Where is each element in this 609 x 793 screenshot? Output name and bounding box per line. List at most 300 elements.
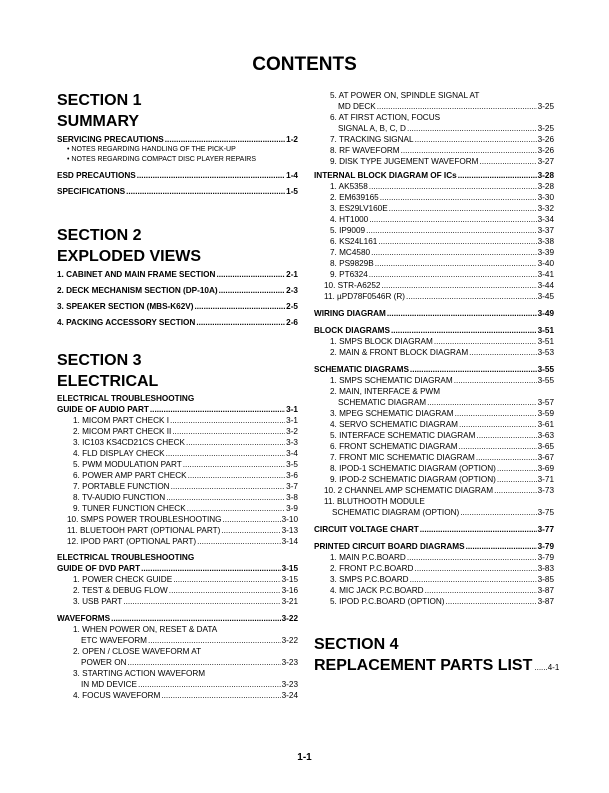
leader-dots bbox=[375, 258, 537, 269]
toc-entry-sch-9[interactable] bbox=[314, 474, 554, 485]
leader-dots bbox=[221, 525, 280, 536]
toc-entry-page: 3-61 bbox=[537, 420, 554, 429]
leader-dots bbox=[460, 507, 536, 518]
toc-entry-label: 9. DISK TYPE JUGEMENT WAVEFORM bbox=[330, 157, 479, 166]
toc-entry-page: 3-27 bbox=[537, 157, 554, 166]
toc-entry-label: PRINTED CIRCUIT BOARD DIAGRAMS bbox=[314, 542, 465, 551]
toc-entry-label: SCHEMATIC DIAGRAM (OPTION) bbox=[332, 508, 460, 517]
toc-entry-page: 3-15 bbox=[281, 564, 298, 573]
leader-dots bbox=[197, 536, 281, 547]
leader-dots bbox=[366, 225, 537, 236]
toc-entry-pcb-3[interactable] bbox=[314, 574, 554, 585]
toc-entry-page: 3-14 bbox=[281, 537, 298, 546]
toc-entry-sch-5[interactable] bbox=[314, 430, 554, 441]
section2-heading: SECTION 2 bbox=[57, 227, 142, 244]
toc-entry-label: WIRING DIAGRAM bbox=[314, 309, 386, 318]
toc-entry-wave-3-line1: 3. STARTING ACTION WAVEFORM bbox=[73, 669, 206, 678]
toc-entry-audio-3[interactable] bbox=[57, 437, 298, 448]
toc-entry-wave-8[interactable] bbox=[314, 145, 554, 156]
audio-guide-heading: ELECTRICAL TROUBLESHOOTING bbox=[57, 394, 195, 403]
toc-entry-wave-4[interactable] bbox=[57, 690, 298, 701]
toc-entry-label: 10. 2 CHANNEL AMP SCHEMATIC DIAGRAM bbox=[324, 486, 494, 495]
toc-entry-page: 4-1 bbox=[547, 663, 560, 672]
toc-entry-sch-1[interactable] bbox=[314, 375, 554, 386]
toc-entry-label: 3. MPEG SCHEMATIC DIAGRAM bbox=[330, 409, 454, 418]
toc-entry-wave-2[interactable] bbox=[57, 657, 298, 668]
leader-dots bbox=[380, 192, 537, 203]
toc-entry-pcb[interactable] bbox=[314, 541, 554, 552]
toc-entry-wave-7[interactable] bbox=[314, 134, 554, 145]
toc-entry-label: SCHEMATIC DIAGRAM bbox=[338, 398, 427, 407]
toc-entry-label: 4. FOCUS WAVEFORM bbox=[73, 691, 161, 700]
toc-entry-ic-4[interactable] bbox=[314, 214, 554, 225]
toc-entry-page: 3-57 bbox=[537, 398, 554, 407]
toc-entry-circuit-voltage[interactable] bbox=[314, 524, 554, 535]
toc-entry-wave-2-line1: 2. OPEN / CLOSE WAVEFORM AT bbox=[73, 647, 202, 656]
toc-entry-pcb-4[interactable] bbox=[314, 585, 554, 596]
toc-entry-page: 3-26 bbox=[537, 135, 554, 144]
leader-dots bbox=[128, 657, 281, 668]
toc-entry-page: 3-65 bbox=[537, 442, 554, 451]
toc-entry-page: 3-49 bbox=[537, 309, 554, 318]
toc-entry-label: 7. FRONT MIC SCHEMATIC DIAGRAM bbox=[330, 453, 475, 462]
toc-entry-sch-10[interactable] bbox=[314, 485, 554, 496]
toc-entry-schematic[interactable] bbox=[314, 364, 554, 375]
toc-entry-pcb-5[interactable] bbox=[314, 596, 554, 607]
toc-entry-page: 3-79 bbox=[537, 553, 554, 562]
toc-entry-ic-6[interactable] bbox=[314, 236, 554, 247]
toc-entry-ic-10[interactable] bbox=[314, 280, 554, 291]
toc-entry-page: 3-9 bbox=[286, 504, 298, 513]
toc-entry-label: MD DECK bbox=[338, 102, 376, 111]
toc-entry-page: 3-26 bbox=[537, 146, 554, 155]
toc-entry-label: SPECIFICATIONS bbox=[57, 187, 126, 196]
toc-entry-label: 3. ES29LV160E bbox=[330, 204, 388, 213]
toc-entry-page: 3-71 bbox=[537, 475, 554, 484]
leader-dots bbox=[407, 123, 537, 134]
toc-entry-label: 1. POWER CHECK GUIDE bbox=[73, 575, 173, 584]
toc-entry-label: 4. PACKING ACCESSORY SECTION bbox=[57, 318, 196, 327]
leader-dots bbox=[223, 514, 281, 525]
toc-entry-label: BLOCK DIAGRAMS bbox=[314, 326, 390, 335]
toc-entry-page: 3-67 bbox=[537, 453, 554, 462]
toc-entry-page: 3-1 bbox=[286, 405, 298, 414]
toc-entry-page: 3-13 bbox=[281, 526, 298, 535]
toc-entry-wave-1[interactable] bbox=[57, 635, 298, 646]
toc-entry-label: 4. FLD DISPLAY CHECK bbox=[73, 449, 165, 458]
section1-title: SUMMARY bbox=[57, 113, 140, 130]
toc-entry-page: 2-1 bbox=[286, 270, 298, 279]
leader-dots bbox=[414, 563, 536, 574]
leader-dots bbox=[173, 574, 280, 585]
toc-entry-page: 3-73 bbox=[537, 486, 554, 495]
toc-entry-label: 4. MIC JACK P.C.BOARD bbox=[330, 586, 424, 595]
toc-entry-sch-8[interactable] bbox=[314, 463, 554, 474]
toc-entry-label: 5. PWM MODULATION PART bbox=[73, 460, 182, 469]
leader-dots bbox=[169, 585, 281, 596]
leader-dots bbox=[196, 317, 285, 328]
toc-entry-page: 3-28 bbox=[537, 182, 554, 191]
leader-dots: ...... bbox=[534, 663, 548, 672]
toc-entry-pcb-2[interactable] bbox=[314, 563, 554, 574]
toc-entry-label: 9. IPOD-2 SCHEMATIC DIAGRAM (OPTION) bbox=[330, 475, 496, 484]
toc-entry-page: 3-24 bbox=[281, 691, 298, 700]
toc-entry-wave-6[interactable] bbox=[314, 123, 554, 134]
leader-dots bbox=[188, 470, 286, 481]
leader-dots bbox=[415, 134, 537, 145]
toc-entry-label: INTERNAL BLOCK DIAGRAM OF ICs bbox=[314, 171, 457, 180]
leader-dots bbox=[427, 397, 537, 408]
toc-entry-audio-1[interactable] bbox=[57, 415, 298, 426]
toc-entry-label: 2. MICOM PART CHECK II bbox=[73, 427, 172, 436]
toc-entry-label: ESD PRECAUTIONS bbox=[57, 171, 136, 180]
toc-entry-label: SIGNAL A, B, C, D bbox=[338, 124, 406, 133]
toc-entry-page: 1-4 bbox=[286, 171, 298, 180]
leader-dots bbox=[369, 181, 537, 192]
section2-title: EXPLODED VIEWS bbox=[57, 248, 202, 265]
toc-entry-sch-3[interactable] bbox=[314, 408, 554, 419]
toc-entry-page: 2-5 bbox=[286, 302, 298, 311]
leader-dots bbox=[497, 463, 537, 474]
toc-entry-page: 3-15 bbox=[281, 575, 298, 584]
toc-entry-page: 3-8 bbox=[286, 493, 298, 502]
toc-entry-label: 5. IPOD P.C.BOARD (OPTION) bbox=[330, 597, 445, 606]
leader-dots bbox=[446, 596, 537, 607]
toc-entry-wave-3[interactable] bbox=[57, 679, 298, 690]
toc-entry-page: 3-45 bbox=[537, 292, 554, 301]
toc-entry-label: 5. INTERFACE SCHEMATIC DIAGRAM bbox=[330, 431, 476, 440]
toc-entry-label: 3. SMPS P.C.BOARD bbox=[330, 575, 409, 584]
toc-entry-label: 6. FRONT SCHEMATIC DIAGRAM bbox=[330, 442, 458, 451]
toc-entry-page: 3-87 bbox=[537, 597, 554, 606]
toc-entry-deck-mechanism[interactable] bbox=[57, 285, 298, 296]
leader-dots bbox=[476, 452, 537, 463]
toc-entry-label: CIRCUIT VOLTAGE CHART bbox=[314, 525, 419, 534]
leader-dots bbox=[469, 347, 536, 358]
toc-entry-page: 3-4 bbox=[286, 449, 298, 458]
section1-heading: SECTION 1 bbox=[57, 92, 142, 109]
toc-entry-label: 3. SPEAKER SECTION (MBS-K62V) bbox=[57, 302, 194, 311]
toc-entry-label: 4. HT1000 bbox=[330, 215, 369, 224]
toc-entry-label: GUIDE OF DVD PART bbox=[57, 564, 141, 573]
toc-entry-audio-9[interactable] bbox=[57, 503, 298, 514]
toc-entry-page: 2-6 bbox=[286, 318, 298, 327]
toc-entry-ic-7[interactable] bbox=[314, 247, 554, 258]
toc-entry-label: 11. BLUETOOH PART (OPTIONAL PART) bbox=[67, 526, 221, 535]
toc-entry-block-1[interactable] bbox=[314, 336, 554, 347]
toc-entry-page: 3-69 bbox=[537, 464, 554, 473]
leader-dots bbox=[458, 170, 537, 181]
toc-entry-page: 3-59 bbox=[537, 409, 554, 418]
toc-entry-page: 3-85 bbox=[537, 575, 554, 584]
leader-dots bbox=[497, 474, 537, 485]
leader-dots bbox=[166, 448, 286, 459]
toc-entry-label: 8. IPOD-1 SCHEMATIC DIAGRAM (OPTION) bbox=[330, 464, 496, 473]
toc-entry-sch-2[interactable] bbox=[314, 397, 554, 408]
toc-entry-page: 1-2 bbox=[286, 135, 298, 144]
leader-dots bbox=[126, 186, 285, 197]
toc-entry-sch-11[interactable] bbox=[314, 507, 554, 518]
toc-entry-page: 3-55 bbox=[537, 365, 554, 374]
leader-dots bbox=[150, 404, 285, 415]
toc-entry-page: 3-22 bbox=[281, 614, 298, 623]
toc-entry-speaker[interactable] bbox=[57, 301, 298, 312]
toc-entry-audio-7[interactable] bbox=[57, 481, 298, 492]
toc-entry-page: 3-28 bbox=[537, 171, 554, 180]
toc-entry-label: 1. SMPS SCHEMATIC DIAGRAM bbox=[330, 376, 453, 385]
page-number: 1-1 bbox=[297, 752, 312, 763]
toc-entry-label: 10. STR-A6252 bbox=[324, 281, 381, 290]
toc-entry-label: 7. TRACKING SIGNAL bbox=[330, 135, 414, 144]
leader-dots bbox=[401, 145, 537, 156]
toc-entry-wave-5-line1: 5. AT POWER ON, SPINDLE SIGNAL AT bbox=[330, 91, 480, 100]
toc-entry-label: 12. IPOD PART (OPTIONAL PART) bbox=[67, 537, 197, 546]
toc-entry-esd[interactable] bbox=[57, 170, 298, 181]
toc-entry-label: 7. MC4580 bbox=[330, 248, 371, 257]
leader-dots bbox=[459, 441, 537, 452]
leader-dots bbox=[166, 492, 285, 503]
leader-dots bbox=[479, 156, 536, 167]
toc-entry-label: 1. SMPS BLOCK DIAGRAM bbox=[330, 337, 433, 346]
note-line: • NOTES REGARDING HANDLING OF THE PICK-UP bbox=[67, 146, 236, 153]
toc-entry-page: 3-77 bbox=[537, 525, 554, 534]
leader-dots bbox=[434, 336, 537, 347]
leader-dots bbox=[111, 613, 281, 624]
toc-entry-label: 8. TV-AUDIO FUNCTION bbox=[73, 493, 166, 502]
leader-dots bbox=[369, 214, 536, 225]
leader-dots bbox=[371, 247, 537, 258]
toc-entry-label: 2. FRONT P.C.BOARD bbox=[330, 564, 414, 573]
toc-entry-audio-10[interactable] bbox=[57, 514, 298, 525]
leader-dots bbox=[161, 690, 280, 701]
toc-entry-servicing[interactable] bbox=[57, 134, 298, 145]
toc-entry-wave-6-line1: 6. AT FIRST ACTION, FOCUS bbox=[330, 113, 441, 122]
leader-dots bbox=[141, 563, 281, 574]
leader-dots bbox=[369, 269, 537, 280]
leader-dots bbox=[391, 325, 537, 336]
toc-entry-sch-2-line1: 2. MAIN, INTERFACE & PWM bbox=[330, 387, 441, 396]
toc-entry-audio-11[interactable] bbox=[57, 525, 298, 536]
toc-entry-page: 3-21 bbox=[281, 597, 298, 606]
toc-entry-page: 3-25 bbox=[537, 102, 554, 111]
toc-entry-cabinet[interactable] bbox=[57, 269, 298, 280]
leader-dots bbox=[137, 170, 285, 181]
toc-entry-block-2[interactable] bbox=[314, 347, 554, 358]
leader-dots bbox=[216, 269, 285, 280]
toc-entry-page: 3-7 bbox=[286, 482, 298, 491]
toc-entry-page: 3-75 bbox=[537, 508, 554, 517]
toc-entry-page: 3-40 bbox=[537, 259, 554, 268]
leader-dots bbox=[381, 280, 536, 291]
toc-entry-page: 3-41 bbox=[537, 270, 554, 279]
leader-dots bbox=[171, 481, 286, 492]
toc-entry-ic-9[interactable] bbox=[314, 269, 554, 280]
toc-entry-page: 3-51 bbox=[537, 337, 554, 346]
leader-dots bbox=[187, 503, 285, 514]
toc-entry-dvd-3[interactable] bbox=[57, 596, 298, 607]
toc-entry-label: 9. PT6324 bbox=[330, 270, 368, 279]
section3-title: ELECTRICAL bbox=[57, 373, 159, 390]
toc-entry-ic-5[interactable] bbox=[314, 225, 554, 236]
toc-entry-ic-3[interactable] bbox=[314, 203, 554, 214]
toc-entry-label: SCHEMATIC DIAGRAMS bbox=[314, 365, 409, 374]
note-line: • NOTES REGARDING COMPACT DISC PLAYER REPAIRS bbox=[67, 156, 257, 163]
toc-entry-label: 8. PS9829B bbox=[330, 259, 374, 268]
toc-entry-ic-11[interactable] bbox=[314, 291, 554, 302]
toc-entry-dvd-2[interactable] bbox=[57, 585, 298, 596]
toc-entry-label: 3. USB PART bbox=[73, 597, 123, 606]
toc-entry-page: 3-1 bbox=[286, 416, 298, 425]
toc-entry-audio-2[interactable] bbox=[57, 426, 298, 437]
toc-entry-label: 2. DECK MECHANISM SECTION (DP-10A) bbox=[57, 286, 218, 295]
toc-entry-wiring[interactable] bbox=[314, 308, 554, 319]
toc-entry-pcb-1[interactable] bbox=[314, 552, 554, 563]
leader-dots bbox=[407, 552, 537, 563]
toc-entry-page: 3-23 bbox=[281, 658, 298, 667]
toc-entry-page: 3-39 bbox=[537, 248, 554, 257]
toc-entry-page: 3-2 bbox=[286, 427, 298, 436]
toc-entry-label: 1. MICOM PART CHECK I bbox=[73, 416, 169, 425]
toc-entry-audio-6[interactable] bbox=[57, 470, 298, 481]
toc-entry-audio-4[interactable] bbox=[57, 448, 298, 459]
leader-dots bbox=[389, 203, 537, 214]
toc-entry-label: IN MD DEVICE bbox=[81, 680, 137, 689]
leader-dots bbox=[466, 541, 537, 552]
toc-entry-label: 1. CABINET AND MAIN FRAME SECTION bbox=[57, 270, 216, 279]
toc-left-column bbox=[57, 90, 298, 701]
leader-dots bbox=[148, 635, 281, 646]
toc-entry-ic-8[interactable] bbox=[314, 258, 554, 269]
toc-entry-audio-guide[interactable] bbox=[57, 404, 298, 415]
section3-heading: SECTION 3 bbox=[57, 352, 142, 369]
toc-entry-waveforms[interactable] bbox=[57, 613, 298, 624]
toc-entry-label: 6. KS24L161 bbox=[330, 237, 378, 246]
toc-entry-label: 1. MAIN P.C.BOARD bbox=[330, 553, 406, 562]
toc-entry-page: 3-5 bbox=[286, 460, 298, 469]
leader-dots bbox=[194, 301, 285, 312]
toc-entry-sch-11-line1: 11. BLUTHOOTH MODULE bbox=[324, 497, 425, 506]
toc-entry-label: 9. TUNER FUNCTION CHECK bbox=[73, 504, 186, 513]
toc-entry-label: WAVEFORMS bbox=[57, 614, 111, 623]
toc-entry-dvd-guide[interactable] bbox=[57, 563, 298, 574]
toc-entry-label: SERVICING PRECAUTIONS bbox=[57, 135, 164, 144]
toc-entry-page: 3-6 bbox=[286, 471, 298, 480]
section4-heading: SECTION 4 bbox=[314, 636, 399, 653]
toc-entry-audio-5[interactable] bbox=[57, 459, 298, 470]
leader-dots bbox=[219, 285, 286, 296]
toc-entry-label: 1. AK5358 bbox=[330, 182, 368, 191]
toc-entry-label: GUIDE OF AUDIO PART bbox=[57, 405, 149, 414]
leader-dots bbox=[459, 419, 537, 430]
toc-entry-page: 3-22 bbox=[281, 636, 298, 645]
toc-right-column bbox=[314, 90, 560, 676]
toc-entry-label: 11. µPD78F0546R (R) bbox=[324, 292, 406, 301]
leader-dots bbox=[138, 679, 281, 690]
page-title: CONTENTS bbox=[252, 54, 357, 75]
leader-dots bbox=[406, 291, 537, 302]
leader-dots bbox=[425, 585, 537, 596]
toc-entry-label: 2. EM639165 bbox=[330, 193, 379, 202]
leader-dots bbox=[454, 375, 537, 386]
toc-entry-label: 2. MAIN & FRONT BLOCK DIAGRAM bbox=[330, 348, 469, 357]
toc-entry-label: ETC WAVEFORM bbox=[81, 636, 147, 645]
toc-entry-label: 4. SERVO SCHEMATIC DIAGRAM bbox=[330, 420, 458, 429]
toc-entry-page: 2-3 bbox=[286, 286, 298, 295]
toc-entry-page: 3-53 bbox=[537, 348, 554, 357]
toc-entry-label: 7. PORTABLE FUNCTION bbox=[73, 482, 170, 491]
toc-entry-ic-1[interactable] bbox=[314, 181, 554, 192]
toc-entry-audio-12[interactable] bbox=[57, 536, 298, 547]
leader-dots bbox=[410, 364, 537, 375]
leader-dots bbox=[170, 415, 285, 426]
toc-entry-wave-5[interactable] bbox=[314, 101, 554, 112]
toc-entry-page: 3-30 bbox=[537, 193, 554, 202]
toc-entry-page: 3-10 bbox=[281, 515, 298, 524]
toc-entry-page: 3-63 bbox=[537, 431, 554, 440]
toc-entry-packing[interactable] bbox=[57, 317, 298, 328]
toc-entry-page: 3-32 bbox=[537, 204, 554, 213]
toc-entry-label: 5. IP9009 bbox=[330, 226, 366, 235]
toc-entry-label: 6. POWER AMP PART CHECK bbox=[73, 471, 187, 480]
leader-dots bbox=[476, 430, 536, 441]
leader-dots bbox=[186, 437, 285, 448]
toc-entry-page: 1-5 bbox=[286, 187, 298, 196]
toc-entry-label: 3. IC103 KS4CD21CS CHECK bbox=[73, 438, 185, 447]
leader-dots bbox=[494, 485, 537, 496]
toc-entry-sch-4[interactable] bbox=[314, 419, 554, 430]
toc-entry-page: 3-23 bbox=[281, 680, 298, 689]
toc-entry-page: 3-3 bbox=[286, 438, 298, 447]
toc-entry-label: 2. TEST & DEBUG FLOW bbox=[73, 586, 168, 595]
toc-entry-page: 3-16 bbox=[281, 586, 298, 595]
section4-title: REPLACEMENT PARTS LIST bbox=[314, 657, 533, 674]
leader-dots bbox=[172, 426, 285, 437]
leader-dots bbox=[377, 101, 537, 112]
leader-dots bbox=[420, 524, 537, 535]
toc-entry-dvd-1[interactable] bbox=[57, 574, 298, 585]
toc-entry-wave-1-line1: 1. WHEN POWER ON, RESET & DATA bbox=[73, 625, 218, 634]
toc-entry-page: 3-51 bbox=[537, 326, 554, 335]
toc-entry-block-diagrams[interactable] bbox=[314, 325, 554, 336]
toc-entry-label: 10. SMPS POWER TROUBLESHOOTING bbox=[67, 515, 222, 524]
toc-entry-page: 3-83 bbox=[537, 564, 554, 573]
dvd-guide-heading: ELECTRICAL TROUBLESHOOTING bbox=[57, 553, 195, 562]
toc-entry-label: 8. RF WAVEFORM bbox=[330, 146, 400, 155]
leader-dots bbox=[410, 574, 537, 585]
leader-dots bbox=[123, 596, 280, 607]
leader-dots bbox=[183, 459, 285, 470]
leader-dots bbox=[165, 134, 285, 145]
toc-entry-page: 3-37 bbox=[537, 226, 554, 235]
toc-entry-page: 3-87 bbox=[537, 586, 554, 595]
toc-entry-ic-2[interactable] bbox=[314, 192, 554, 203]
leader-dots bbox=[378, 236, 536, 247]
toc-entry-page: 3-44 bbox=[537, 281, 554, 290]
toc-entry-page: 3-55 bbox=[537, 376, 554, 385]
toc-entry-wave-9[interactable] bbox=[314, 156, 554, 167]
toc-entry-page: 3-79 bbox=[537, 542, 554, 551]
toc-entry-internal-block[interactable] bbox=[314, 170, 554, 181]
toc-entry-label: POWER ON bbox=[81, 658, 127, 667]
toc-entry-page: 3-38 bbox=[537, 237, 554, 246]
toc-entry-replacement-parts[interactable] bbox=[314, 655, 560, 676]
toc-entry-sch-7[interactable] bbox=[314, 452, 554, 463]
toc-entry-audio-8[interactable] bbox=[57, 492, 298, 503]
toc-entry-page: 3-34 bbox=[537, 215, 554, 224]
toc-entry-sch-6[interactable] bbox=[314, 441, 554, 452]
toc-entry-specifications[interactable] bbox=[57, 186, 298, 197]
leader-dots bbox=[455, 408, 537, 419]
